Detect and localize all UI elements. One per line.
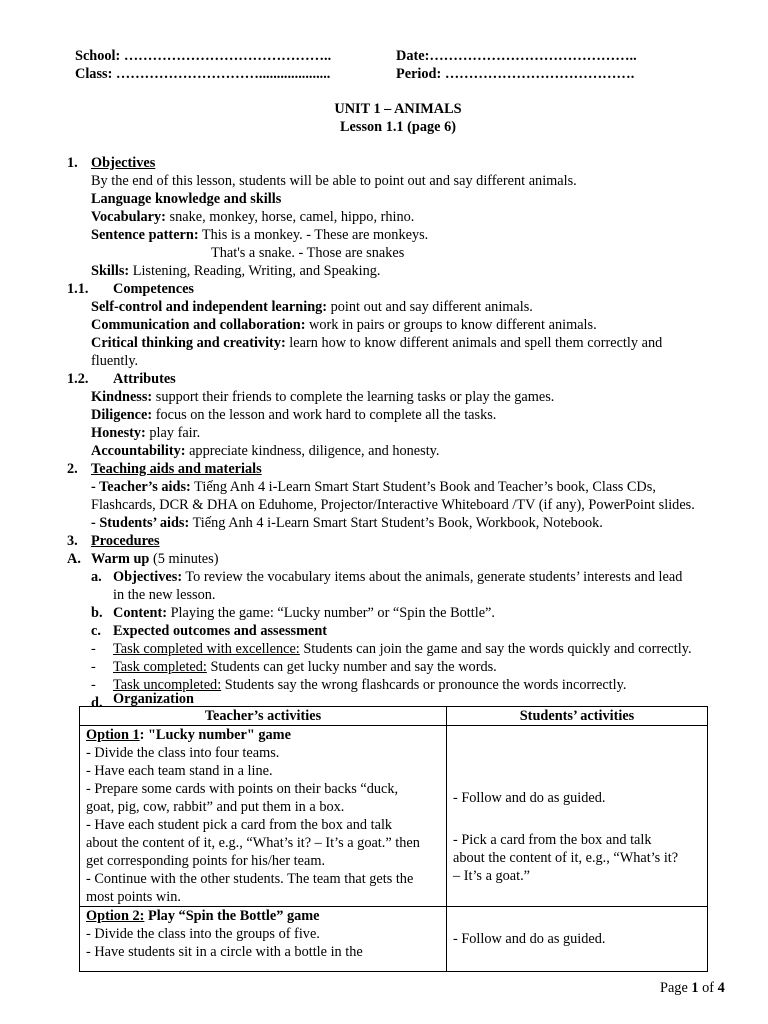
objectives-intro: By the end of this lesson, students will be able to point out and say different animals. xyxy=(91,173,577,189)
option-1-step: - Prepare some cards with points on their backs “duck, xyxy=(86,781,399,797)
teacher-activities-header: Teacher’s activities xyxy=(80,707,447,726)
page-number: Page 1 of 4 xyxy=(660,980,725,996)
excellence-line: Task completed with excellence: Students can join the game and say the words quickly and correctly. xyxy=(113,641,692,657)
expected-outcomes-heading: Expected outcomes and assessment xyxy=(113,623,328,639)
option-1-student-step: – It’s a goat.” xyxy=(453,868,531,884)
period-dots: …………………………………. xyxy=(444,66,635,82)
item-b-letter: b. xyxy=(91,605,103,621)
option-1-step: goat, pig, cow, rabbit” and put them in a box. xyxy=(86,799,345,815)
unit-title: UNIT 1 – ANIMALS xyxy=(334,101,462,117)
pattern-line: Sentence pattern: This is a monkey. - These are monkeys. xyxy=(91,227,429,243)
communication-line: Communication and collaboration: work in pairs or groups to know different animals. xyxy=(91,317,597,333)
option-1-step: - Divide the class into four teams. xyxy=(86,745,280,761)
critical-thinking-line: Critical thinking and creativity: learn how to know different animals and spell them correctly and xyxy=(91,335,663,351)
section-2-number: 2. xyxy=(67,461,78,477)
option-1-title: Option 1: "Lucky number" game xyxy=(86,727,291,743)
warmup-objectives-line-2: in the new lesson. xyxy=(113,587,216,603)
honesty-line: Honesty: play fair. xyxy=(91,425,201,441)
option-1-student-step: - Pick a card from the box and talk xyxy=(453,832,652,848)
self-control-line: Self-control and independent learning: point out and say different animals. xyxy=(91,299,533,315)
option-1-student-step: - Follow and do as guided. xyxy=(453,790,606,806)
option-2-students-cell xyxy=(447,907,708,972)
section-3-number: 3. xyxy=(67,533,78,549)
option-2-step: - Divide the class into the groups of five. xyxy=(86,926,320,942)
date-label: Date: xyxy=(396,48,430,64)
table-row xyxy=(80,726,708,907)
option-1-students-cell xyxy=(447,726,708,907)
option-2-student-step: - Follow and do as guided. xyxy=(453,931,606,947)
period-field xyxy=(396,65,634,83)
option-1-teacher-cell xyxy=(80,726,447,907)
option-1-step: - Have each team stand in a line. xyxy=(86,763,273,779)
section-3-heading: Procedures xyxy=(91,533,160,549)
class-label: Class: xyxy=(75,66,113,82)
period-label: Period: xyxy=(396,66,442,82)
section-1-number: 1. xyxy=(67,155,78,171)
option-1-step: - Continue with the other students. The team that gets the xyxy=(86,871,414,887)
section-1-heading: Objectives xyxy=(91,155,156,171)
item-d-letter: d. xyxy=(91,695,103,711)
students-activities-header: Students’ activities xyxy=(447,707,708,726)
skills-line: Skills: Listening, Reading, Writing, and Speaking. xyxy=(91,263,381,279)
dash-bullet: - xyxy=(91,659,96,675)
section-1-1-number: 1.1. xyxy=(67,281,89,297)
option-1-student-step: about the content of it, e.g., “What’s it? xyxy=(453,850,679,866)
pattern-line-2: That's a snake. - Those are snakes xyxy=(211,245,405,261)
warm-up-heading: Warm up (5 minutes) xyxy=(91,551,219,567)
date-field xyxy=(396,47,637,65)
teacher-aids-line: - Teacher’s aids: Tiếng Anh 4 i-Learn Smart Start Student’s Book and Teacher’s book, Class CDs, xyxy=(91,479,656,495)
option-2-teacher-cell xyxy=(80,907,447,972)
section-1-1-heading: Competences xyxy=(113,281,194,297)
table-row xyxy=(80,907,708,972)
section-a-letter: A. xyxy=(67,551,81,567)
option-1-step: get corresponding points for his/her team. xyxy=(86,853,326,869)
language-heading: Language knowledge and skills xyxy=(91,191,282,207)
option-2-step: - Have students sit in a circle with a bottle in the xyxy=(86,944,363,960)
school-label: School: xyxy=(75,48,121,64)
kindness-line: Kindness: support their friends to complete the learning tasks or play the games. xyxy=(91,389,555,405)
dash-bullet: - xyxy=(91,677,96,693)
organization-heading: Organization xyxy=(113,691,195,707)
option-1-step: - Have each student pick a card from the box and talk xyxy=(86,817,393,833)
teacher-aids-line-2: Flashcards, DCR & DHA on Eduhome, Projector/Interactive Whiteboard /TV (if any), PowerPoint slides. xyxy=(91,497,695,513)
completed-line: Task completed: Students can get lucky number and say the words. xyxy=(113,659,497,675)
option-1-step: most points win. xyxy=(86,889,181,905)
vocabulary-line: Vocabulary: snake, monkey, horse, camel, hippo, rhino. xyxy=(91,209,415,225)
table-header-row xyxy=(80,707,708,726)
organization-table xyxy=(79,706,708,972)
uncompleted-line: Task uncompleted: Students say the wrong flashcards or pronounce the words incorrectly. xyxy=(113,677,627,693)
diligence-line: Diligence: focus on the lesson and work hard to complete all the tasks. xyxy=(91,407,497,423)
class-field xyxy=(75,65,330,83)
accountability-line: Accountability: appreciate kindness, diligence, and honesty. xyxy=(91,443,440,459)
lesson-title: Lesson 1.1 (page 6) xyxy=(340,119,456,135)
warmup-objectives-line: Objectives: To review the vocabulary items about the animals, generate students’ interests and lead xyxy=(113,569,683,585)
section-1-2-heading: Attributes xyxy=(113,371,176,387)
option-2-title: Option 2: Play “Spin the Bottle” game xyxy=(86,908,320,924)
class-dots: ………………………….................... xyxy=(115,66,331,82)
dash-bullet: - xyxy=(91,641,96,657)
option-1-step: about the content of it, e.g., “What’s it? – It’s a goat.” then xyxy=(86,835,420,851)
school-field xyxy=(75,47,331,65)
item-a-letter: a. xyxy=(91,569,102,585)
section-2-heading: Teaching aids and materials xyxy=(91,461,262,477)
critical-thinking-line-2: fluently. xyxy=(91,353,139,369)
warmup-content-line: Content: Playing the game: “Lucky number” or “Spin the Bottle”. xyxy=(113,605,495,621)
school-dots: …………………………………….. xyxy=(123,48,332,64)
section-1-2-number: 1.2. xyxy=(67,371,89,387)
date-dots: …………………………………….. xyxy=(429,48,637,64)
student-aids-line: - Students’ aids: Tiếng Anh 4 i-Learn Smart Start Student’s Book, Workbook, Notebook. xyxy=(91,515,603,531)
item-c-letter: c. xyxy=(91,623,101,639)
